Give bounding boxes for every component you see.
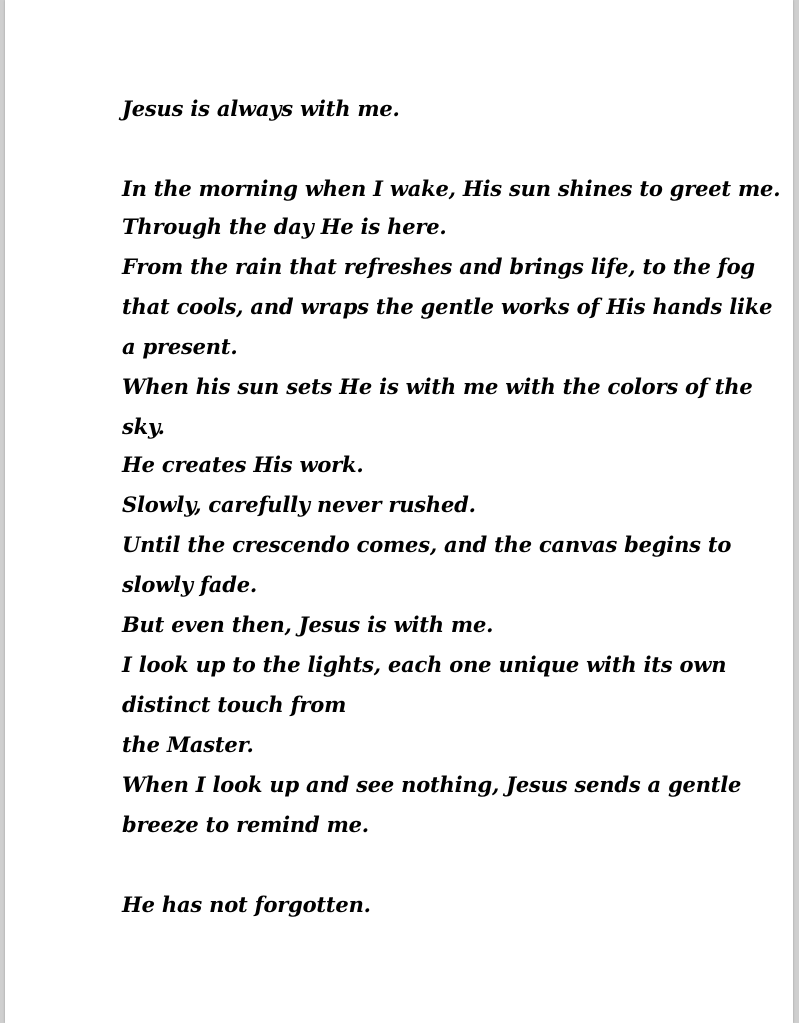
poem-closing-line: He has not forgotten. xyxy=(122,892,371,917)
poem-line: sky. xyxy=(122,414,165,439)
poem-line: that cools, and wraps the gentle works of His hands like xyxy=(122,294,773,319)
poem-title-line: Jesus is always with me. xyxy=(122,96,400,121)
poem-line: Slowly, carefully never rushed. xyxy=(122,492,476,517)
poem-line: the Master. xyxy=(122,732,254,757)
poem-line: From the rain that refreshes and brings life, to the fog xyxy=(122,254,755,279)
poem-line: He creates His work. xyxy=(122,452,364,477)
poem-line: I look up to the lights, each one unique with its own xyxy=(122,652,727,677)
poem-line: slowly fade. xyxy=(122,572,257,597)
poem-line: distinct touch from xyxy=(122,692,347,717)
poem-line: breeze to remind me. xyxy=(122,812,369,837)
document-page xyxy=(5,0,793,1023)
poem-line: Through the day He is here. xyxy=(122,214,447,239)
poem-line: In the morning when I wake, His sun shines to greet me. xyxy=(122,176,781,201)
poem-line: But even then, Jesus is with me. xyxy=(122,612,494,637)
poem-line: Until the crescendo comes, and the canvas begins to xyxy=(122,532,732,557)
poem-line: a present. xyxy=(122,334,238,359)
poem-line: When his sun sets He is with me with the colors of the xyxy=(122,374,753,399)
poem-line: When I look up and see nothing, Jesus sends a gentle xyxy=(122,772,742,797)
